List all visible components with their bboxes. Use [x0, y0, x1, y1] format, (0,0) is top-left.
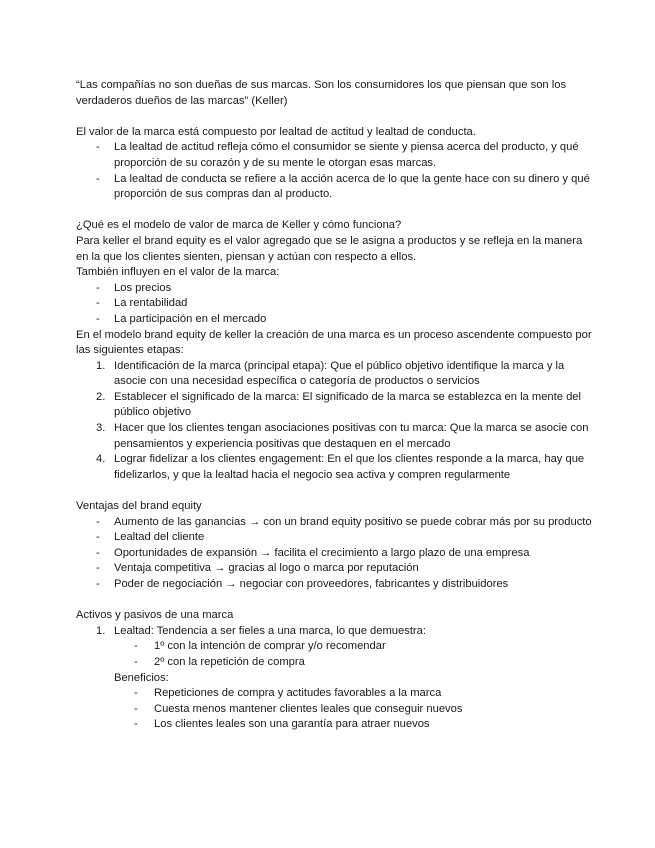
stages-intro: En el modelo brand equity de keller la creación de una marca es un proceso ascendente compuesto por las siguientes etapas: [76, 328, 592, 357]
assets-item [76, 624, 596, 640]
list-item-text: La lealtad de actitud refleja cómo el consumidor se siente y piensa acerca del producto, y qué proporción de su corazón y de su mente le otorgan esas marcas. [114, 141, 579, 169]
list-item [76, 296, 596, 312]
stage-text: Hacer que los clientes tengan asociaciones positivas con tu marca: Que la marca se asocie con pensamientos y experiencia positivas que destaquen en el mercado [114, 422, 589, 450]
list-item-text: Lealtad del cliente [114, 531, 205, 544]
stage-text: Establecer el significado de la marca: El significado de la marca se establezca en la mente del público objetivo [114, 390, 582, 419]
number-marker: 1. [96, 624, 106, 637]
dash-marker: - [96, 515, 100, 528]
list-item [76, 515, 596, 531]
spacer [76, 483, 596, 499]
list-item [76, 172, 596, 203]
spacer [76, 593, 596, 609]
dash-marker: - [134, 718, 138, 731]
model-question: ¿Qué es el modelo de valor de marca de Keller y cómo funciona? [76, 219, 402, 232]
list-item-text: La participación en el mercado [114, 312, 267, 325]
sub-list-item-text: Repeticiones de compra y actitudes favorables a la marca [154, 687, 442, 700]
list-item-text: Los precios [114, 281, 172, 294]
value-intro: El valor de la marca está compuesto por lealtad de actitud y lealtad de conducta. [76, 125, 476, 138]
stage-item [76, 452, 596, 483]
sub-list-item-text: Cuesta menos mantener clientes leales que conseguir nuevos [154, 702, 463, 715]
stage-text: Identificación de la marca (principal etapa): Que el público objetivo identifique la marca y la asocie con una necesidad específica o categoría de productos o servicios [114, 359, 565, 388]
dash-marker: - [96, 546, 100, 559]
sub-list-item-text: Los clientes leales son una garantía para atraer nuevos [154, 718, 430, 731]
keller-quote: “Las compañías no son dueñas de sus marcas. Son los consumidores los que piensan que son los verdaderos dueños de las marcas” (Keller) [76, 79, 567, 107]
benefits-label: Beneficios: [114, 671, 169, 684]
influence-intro: También influyen en el valor de la marca: [76, 266, 280, 279]
assets-title: Activos y pasivos de una marca [76, 609, 234, 622]
stage-item [76, 421, 596, 452]
spacer [76, 109, 596, 125]
list-item-text: Ventaja competitiva → gracias al logo o marca por reputación [114, 562, 419, 575]
list-item [76, 281, 596, 297]
dash-marker: - [134, 640, 138, 653]
number-marker: 2. [96, 390, 106, 403]
dash-marker: - [96, 281, 100, 294]
dash-marker: - [96, 141, 100, 154]
sub-list-item [76, 639, 596, 655]
sub-list-item [76, 686, 596, 702]
dash-marker: - [134, 655, 138, 668]
sub-list-item [76, 717, 596, 733]
dash-marker: - [96, 562, 100, 575]
dash-marker: - [96, 531, 100, 544]
sub-list-item [76, 655, 596, 671]
list-item [76, 546, 596, 562]
dash-marker: - [96, 297, 100, 310]
list-item-text: La lealtad de conducta se refiere a la acción acerca de lo que la gente hace con su dinero y qué proporción de sus compras dan al producto. [114, 172, 590, 201]
sub-list-item-text: 1º con la intención de comprar y/o recomendar [154, 640, 386, 653]
advantages-title: Ventajas del brand equity [76, 500, 202, 513]
spacer [76, 203, 596, 219]
list-item-text: Aumento de las ganancias → con un brand equity positivo se puede cobrar más por su producto [114, 515, 592, 528]
document-page [76, 78, 596, 733]
number-marker: 1. [96, 359, 106, 372]
list-item [76, 561, 596, 577]
list-item-text: Oportunidades de expansión → facilita el crecimiento a largo plazo de una empresa [114, 546, 530, 559]
stage-item [76, 359, 596, 390]
sub-list-item-text: 2º con la repetición de compra [154, 655, 305, 668]
assets-item-text: Lealtad: Tendencia a ser fieles a una marca, lo que demuestra: [114, 624, 426, 637]
dash-marker: - [96, 578, 100, 590]
dash-marker: - [134, 702, 138, 715]
number-marker: 4. [96, 453, 106, 466]
list-item [76, 312, 596, 328]
stage-item [76, 390, 596, 421]
list-item [76, 140, 596, 171]
list-item [76, 577, 596, 593]
list-item-text: Poder de negociación → negociar con proveedores, fabricantes y distribuidores [114, 578, 509, 590]
number-marker: 3. [96, 422, 106, 435]
list-item [76, 530, 596, 546]
dash-marker: - [134, 687, 138, 700]
stage-text: Lograr fidelizar a los clientes engagement: En el que los clientes responde a la marca, hay que fidelizarlos, y que la lealtad hacia el negocio sea activa y compren regularmente [114, 453, 585, 481]
sub-list-item [76, 702, 596, 718]
model-definition: Para keller el brand equity es el valor agregado que se le asigna a productos y se refleja en la manera en la que los clientes sienten, piensan y actúan con respecto a ellos. [76, 234, 583, 263]
list-item-text: La rentabilidad [114, 297, 188, 310]
dash-marker: - [96, 172, 100, 185]
dash-marker: - [96, 312, 100, 325]
